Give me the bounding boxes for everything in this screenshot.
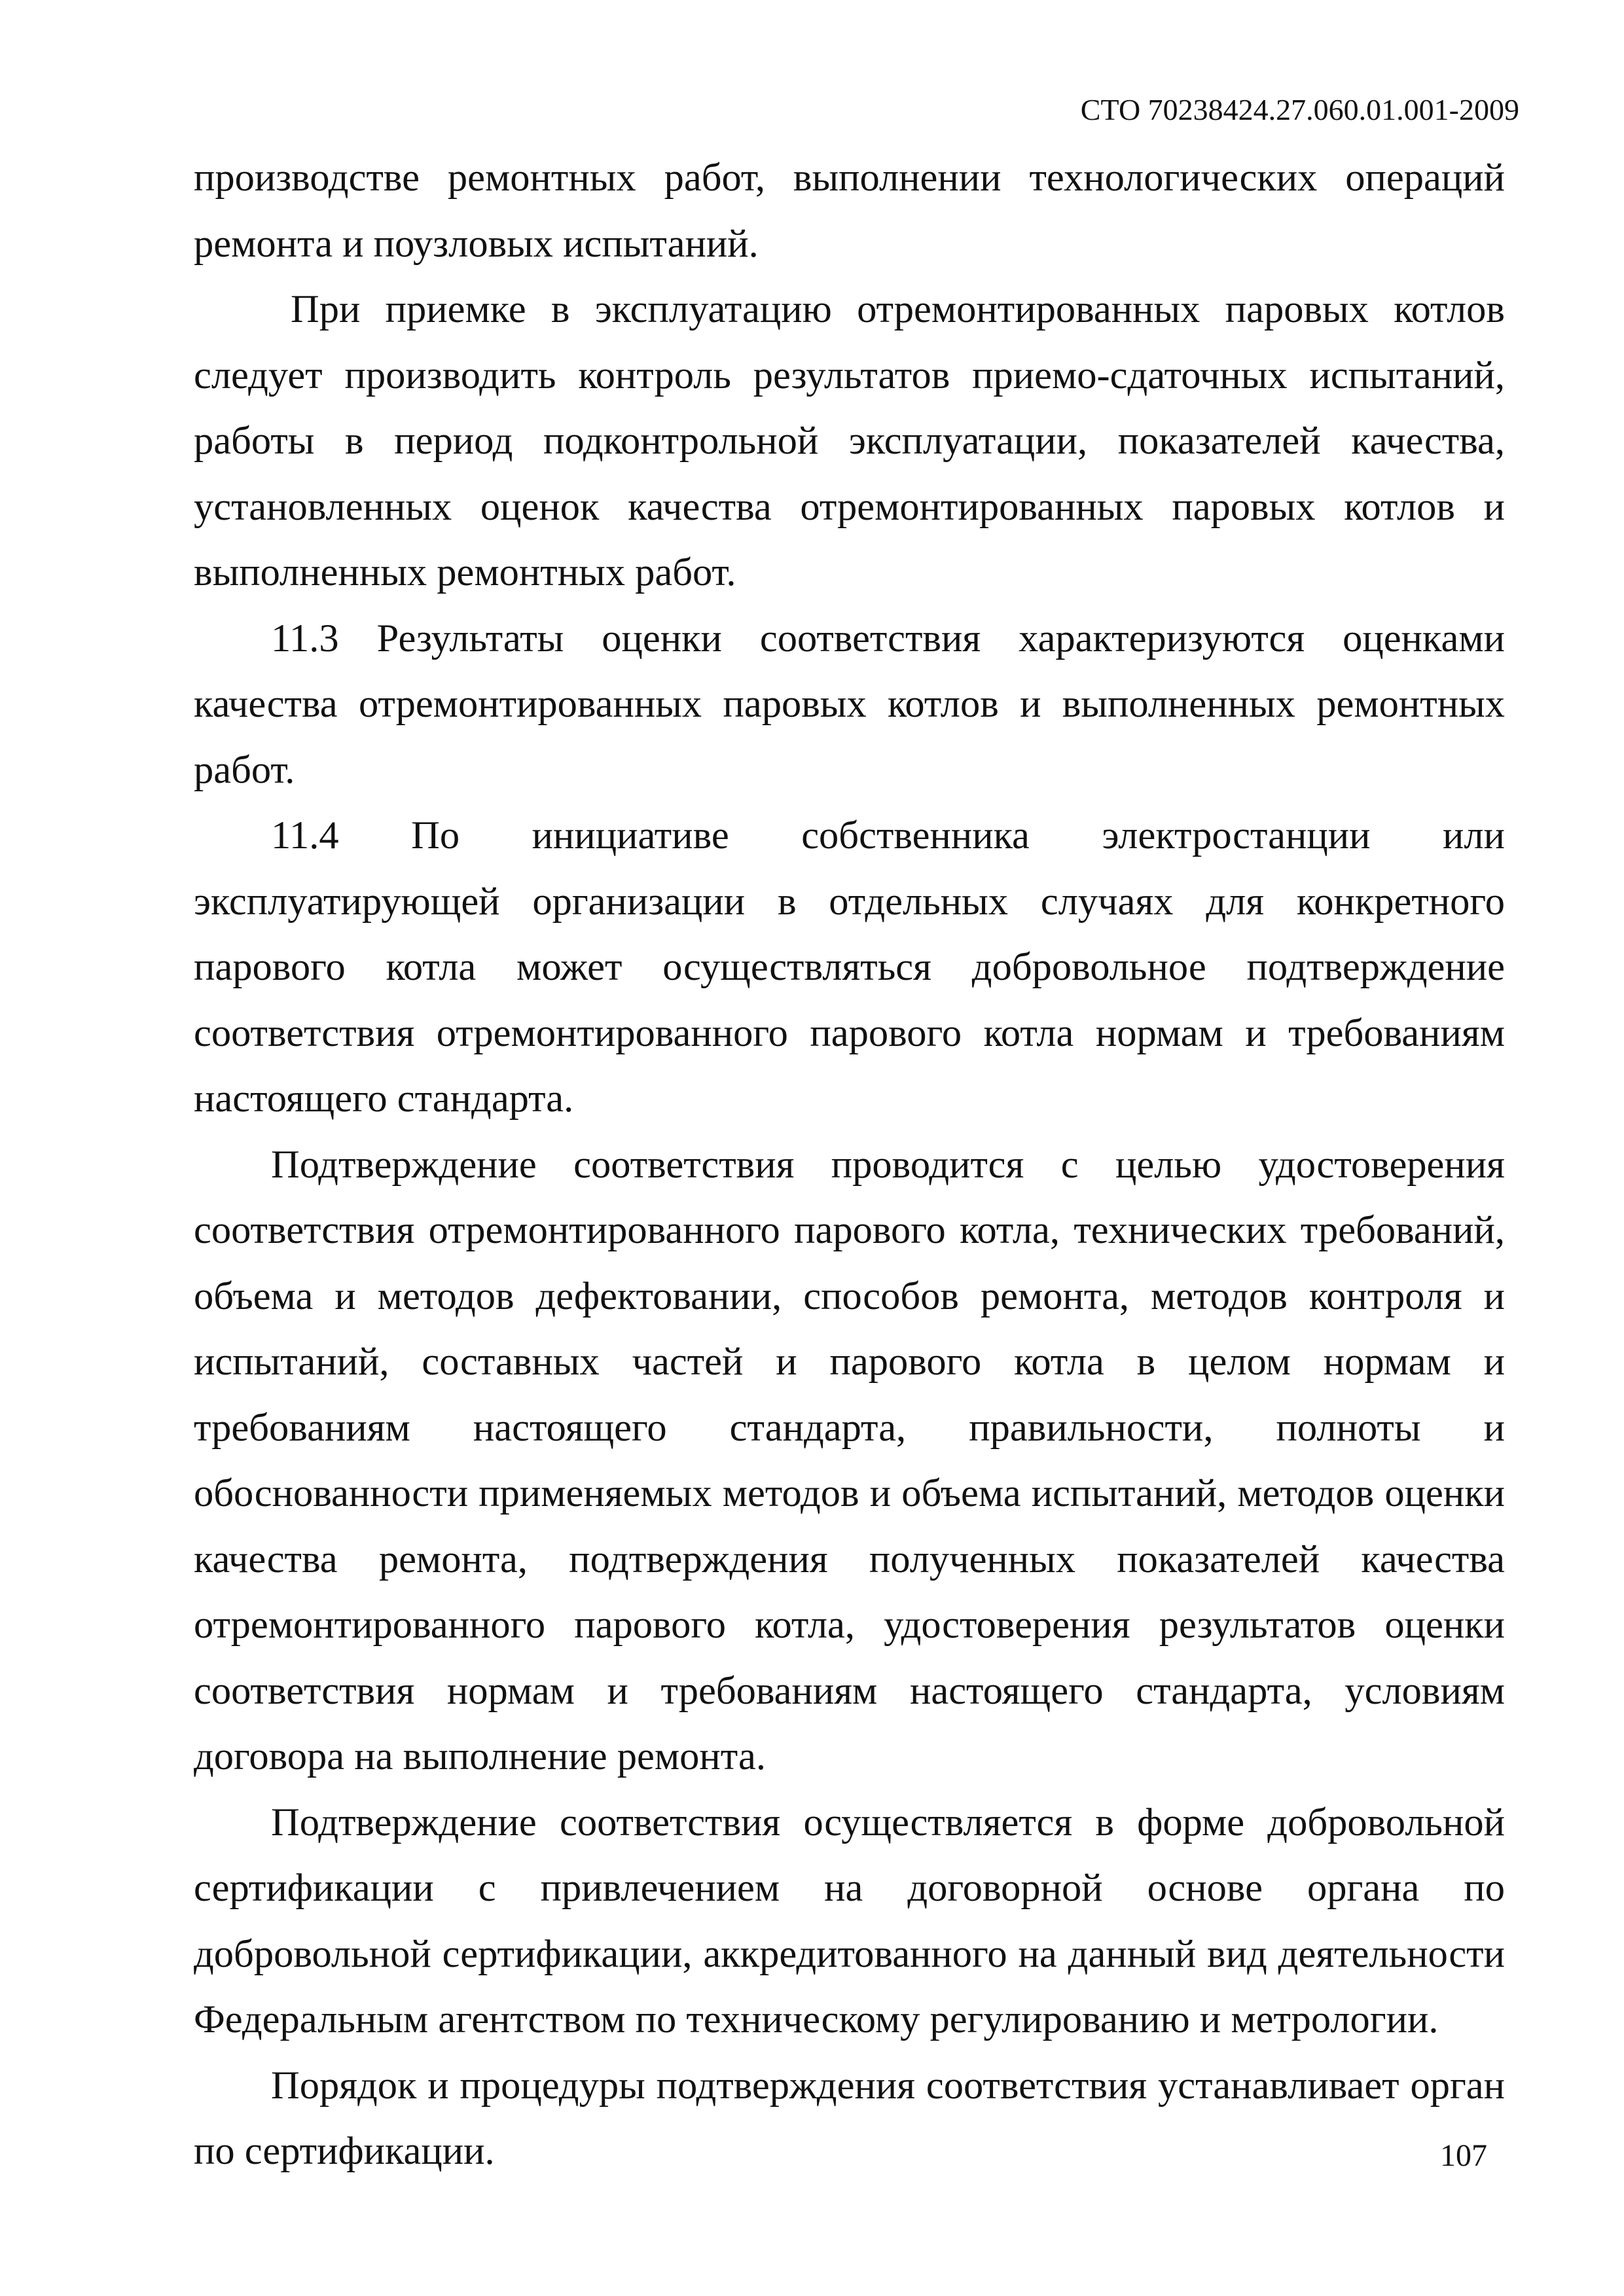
- paragraph-voluntary-certification: Подтверждение соответствия осуществляется в форме добровольной сертификации с привлечением на договорной основе органа по добровольной сертификации, аккредитованного на данный вид деятельности Федеральным агентством по техническому регулированию и метрологии.: [194, 1800, 1505, 2041]
- paragraph-continuation: производстве ремонтных работ, выполнении технологических операций ремонта и поузловых испытаний.: [194, 156, 1505, 266]
- paragraph-acceptance-control: При приемке в эксплуатацию отремонтированных паровых котлов следует производить контроль результатов приемо-сдаточных испытаний, работы в период подконтрольной эксплуатации, показателей качества, установленных оценок качества отремонтированных паровых котлов и выполненных ремонтных работ.: [194, 287, 1505, 594]
- document-code: СТО 70238424.27.060.01.001-2009: [1080, 93, 1519, 126]
- page-number: 107: [1440, 2138, 1487, 2173]
- paragraph-procedure: Порядок и процедуры подтверждения соответствия устанавливает орган по сертификации.: [194, 2063, 1505, 2173]
- paragraph-conformity-purpose: Подтверждение соответствия проводится с целью удостоверения соответствия отремонтированного парового котла, технических требований, объема и методов дефектовании, способов ремонта, методов контроля и испытаний, составных частей и парового котла в целом нормам и требованиям настоящего стандарта, правильности, полноты и обоснованности применяемых методов и объема испытаний, методов оценки качества ремонта, подтверждения полученных показателей качества отремонтированного парового котла, удостоверения результатов оценки соответствия нормам и требованиям настоящего стандарта, условиям договора на выполнение ремонта.: [194, 1142, 1505, 1778]
- body-text: [194, 145, 1505, 2185]
- paragraph-11-3: 11.3 Результаты оценки соответствия характеризуются оценками качества отремонтированных паровых котлов и выполненных ремонтных работ.: [194, 616, 1505, 792]
- paragraph-11-4: 11.4 По инициативе собственника электростанции или эксплуатирующей организации в отдельных случаях для конкретного парового котла может осуществляться добровольное подтверждение соответствия отремонтированного парового котла нормам и требованиям настоящего стандарта.: [194, 814, 1505, 1121]
